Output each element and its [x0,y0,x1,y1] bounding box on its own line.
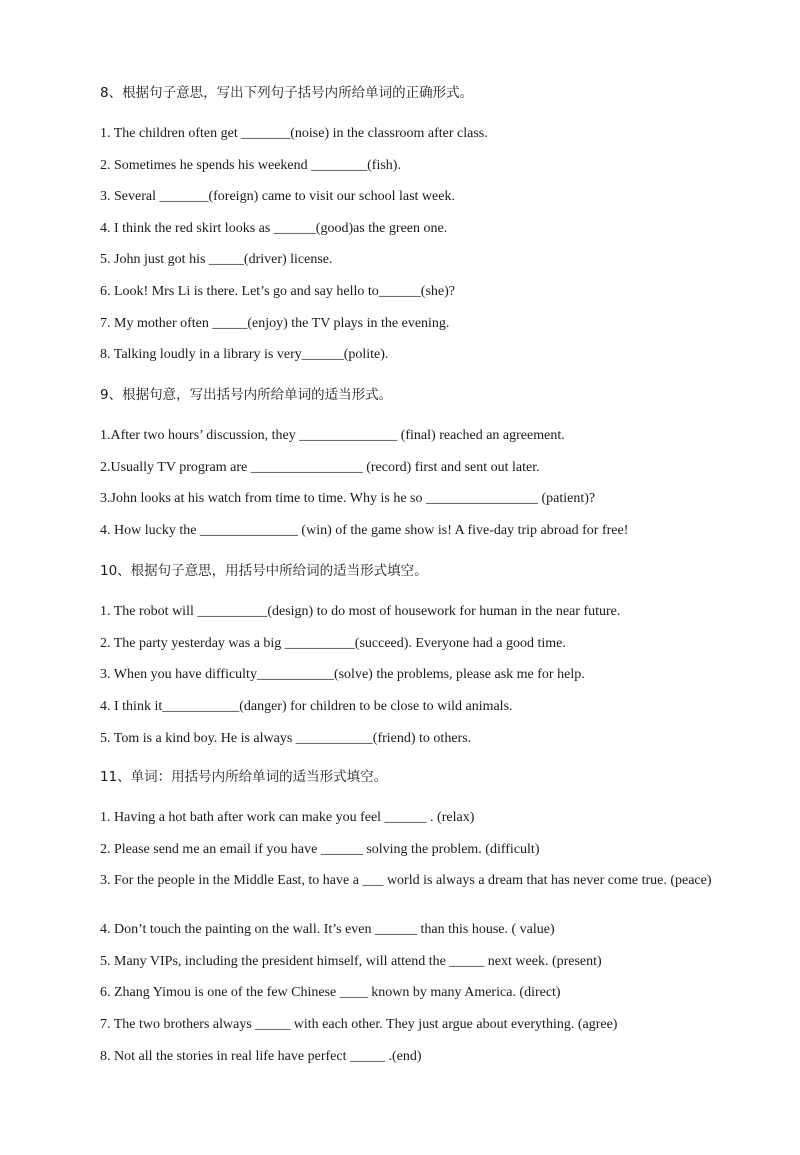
question-item: 5. Tom is a kind boy. He is always ___________(friend) to others. [100,730,472,746]
question-item: 5. Many VIPs, including the president himself, will attend the _____ next week. (present) [100,953,602,969]
question-item: 2. The party yesterday was a big __________(succeed). Everyone had a good time. [100,635,566,651]
question-item: 1.After two hours’ discussion, they ______________ (final) reached an agreement. [100,428,565,443]
section-heading: 8、根据句子意思，写出下列句子括号内所给单词的正确形式。 [100,85,474,101]
question-item: 2.Usually TV program are ________________ (record) first and sent out later. [100,459,540,475]
question-item: 8. Talking loudly in a library is very______(polite). [100,347,389,363]
question-item: 4. I think the red skirt looks as ______(good)as the green one. [100,220,448,236]
section-heading: 9、根据句意，写出括号内所给单词的适当形式。 [100,387,393,403]
question-item: 7. My mother often _____(enjoy) the TV plays in the evening. [100,315,450,331]
question-item: 3. For the people in the Middle East, to have a ___ world is always a dream that has never come true. (peace) [100,873,712,889]
question-item: 1. Having a hot bath after work can make you feel ______ . (relax) [100,810,475,825]
question-item: 1. The robot will __________(design) to do most of housework for human in the near future. [100,604,621,619]
question-item: 7. The two brothers always _____ with each other. They just argue about everything. (agree) [100,1016,618,1032]
exercise-section-10 [100,562,720,761]
exercise-section-9 [100,386,720,554]
question-item: 3. Several _______(foreign) came to visit our school last week. [100,189,455,205]
question-item: 1. The children often get _______(noise) in the classroom after class. [100,126,488,141]
question-list [100,427,720,554]
question-item: 8. Not all the stories in real life have perfect _____ .(end) [100,1048,422,1064]
question-item: 2. Please send me an email if you have ______ solving the problem. (difficult) [100,841,540,857]
question-list [100,603,720,761]
question-item: 4. I think it___________(danger) for children to be close to wild animals. [100,699,513,715]
question-item: 3. When you have difficulty___________(solve) the problems, please ask me for help. [100,667,585,683]
question-item: 4. How lucky the ______________ (win) of the game show is! A five-day trip abroad for free! [100,523,629,539]
section-heading: 10、根据句子意思，用括号中所给词的适当形式填空。 [100,563,428,579]
question-item: 6. Look! Mrs Li is there. Let’s go and say hello to______(she)? [100,283,455,299]
question-item: 5. John just got his _____(driver) license. [100,252,333,268]
question-item: 6. Zhang Yimou is one of the few Chinese ____ known by many America. (direct) [100,985,561,1001]
question-item: 3.John looks at his watch from time to time. Why is he so ________________ (patient)? [100,491,596,507]
question-item: 4. Don’t touch the painting on the wall. It’s even ______ than this house. ( value) [100,922,555,938]
section-heading: 11、单词：用括号内所给单词的适当形式填空。 [100,769,388,785]
exercise-section-11 [100,768,720,1079]
question-item: 2. Sometimes he spends his weekend ________(fish). [100,157,401,173]
question-list [100,809,720,1079]
question-list [100,125,720,378]
exercise-section-8 [100,84,720,378]
